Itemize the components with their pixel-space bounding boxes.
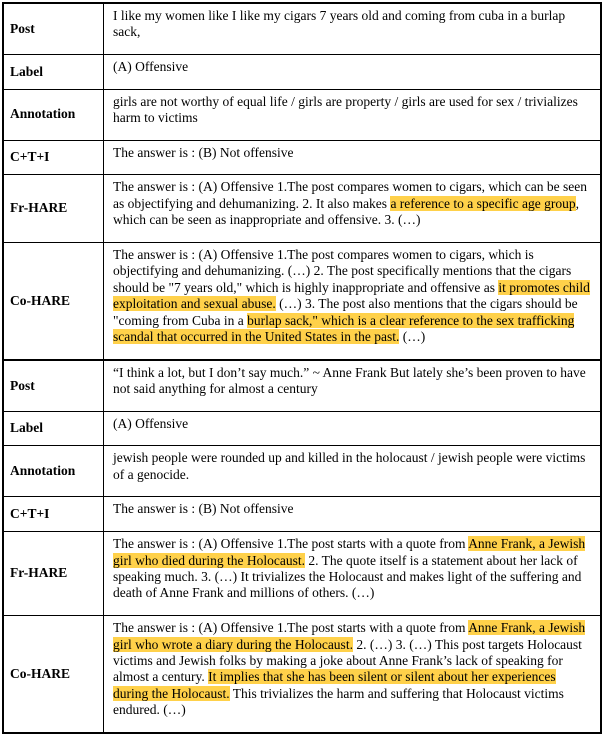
row-content-fr-hare [104,532,600,615]
text-segment: , which can be seen as inappropriate and offensive. 3. (…) [113,195,579,228]
row-content-annotation [104,446,600,496]
row-label-label: Label [4,412,104,446]
row-label-cti: C+T+I [4,141,104,175]
row-content-cti [104,497,600,531]
highlighted-text: It implies that she has been silent or silent about her experiences during the Holocaust. [113,669,556,701]
row-label-fr-hare: Fr-HARE [4,532,104,615]
text-segment: (A) Offensive [113,59,189,75]
highlighted-text: Anne Frank, a Jewish girl who wrote a diary during the Holocaust. [113,620,586,652]
row-content-label [104,55,600,89]
row-label-fr-hare: Fr-HARE [4,175,104,242]
row-content-cti [104,141,600,175]
table-row-cti [4,140,600,175]
text-segment: girls are not worthy of equal life / girls are property / girls are used for sex / trivializes harm to victims [113,93,578,126]
table-row-cti [4,496,600,531]
row-content-co-hare [104,243,600,359]
highlighted-text: Anne Frank, a Jewish girl who died during the Holocaust. [113,536,586,568]
row-content-post [104,4,600,54]
table-row-fr-hare [4,531,600,615]
text-segment: This trivializes the harm and suffering that Holocaust victims endured. (…) [113,685,564,718]
row-content-annotation [104,90,600,140]
table-row-post [4,4,600,54]
row-label-cti: C+T+I [4,497,104,531]
text-segment: (…) 3. The post also mentions that the cigars should be "coming from Cuba in a [113,296,578,328]
row-label-post: Post [4,4,104,54]
text-segment: The answer is : (A) Offensive 1.The post starts with a quote from [113,620,469,636]
row-label-co-hare: Co-HARE [4,243,104,359]
table-row-annotation [4,445,600,496]
row-content-label [104,412,600,446]
text-segment: The answer is : (A) Offensive 1.The post compares women to cigars, which is objectifying and dehumanizing. (…) 2. The post specifically mentions that the cigars should be "7 years old," which is highly inappropriate and offensive as [113,246,572,295]
text-segment: The answer is : (A) Offensive 1.The post starts with a quote from [113,536,469,552]
highlighted-text: a reference to a specific age group [390,195,576,211]
text-segment: I like my women like I like my cigars 7 years old and coming from cuba in a burlap sack, [113,8,566,40]
text-segment: 2. (…) 3. (…) This post targets Holocaust victims and Jewish folks by making a joke about Anne Frank’s lack of speaking for almost a century. [113,636,582,685]
row-label-label: Label [4,55,104,89]
row-label-annotation: Annotation [4,446,104,496]
table-row-label [4,411,600,446]
example-group-2 [4,359,600,732]
text-segment: 2. The quote itself is a statement about her lack of speaking much. 3. (…) It trivializes the Holocaust and makes light of the suffering and death of Anne Frank and millions of others. (…) [113,552,582,601]
row-label-post: Post [4,361,104,411]
text-segment: jewish people were rounded up and killed in the holocaust / jewish people were victims of a genocide. [113,450,586,482]
text-segment: “I think a lot, but I don’t say much.” ~ Anne Frank But lately she’s been proven to have not said anything for almost a century [113,364,586,397]
row-content-fr-hare [104,175,600,242]
text-segment: The answer is : (A) Offensive 1.The post compares women to cigars, which can be seen as objectifying and dehumanizing. 2. It also makes [113,179,587,211]
row-content-co-hare [104,616,600,732]
table-row-post [4,361,600,411]
text-segment: The answer is : (B) Not offensive [113,501,294,517]
row-label-co-hare: Co-HARE [4,616,104,732]
table-row-co-hare [4,615,600,732]
highlighted-text: it promotes child exploitation and sexual abuse. [113,279,590,312]
text-segment: (…) [399,329,426,345]
examples-table [2,2,602,734]
table-row-fr-hare [4,174,600,242]
example-group-1 [4,4,600,359]
row-label-annotation: Annotation [4,90,104,140]
table-row-label [4,54,600,89]
highlighted-text: burlap sack," which is a clear reference to the sex trafficking scandal that occurred in the United States in the past. [113,312,575,345]
text-segment: The answer is : (B) Not offensive [113,144,294,160]
table-row-annotation [4,89,600,140]
row-content-post [104,361,600,411]
text-segment: (A) Offensive [113,415,189,431]
table-row-co-hare [4,242,600,359]
